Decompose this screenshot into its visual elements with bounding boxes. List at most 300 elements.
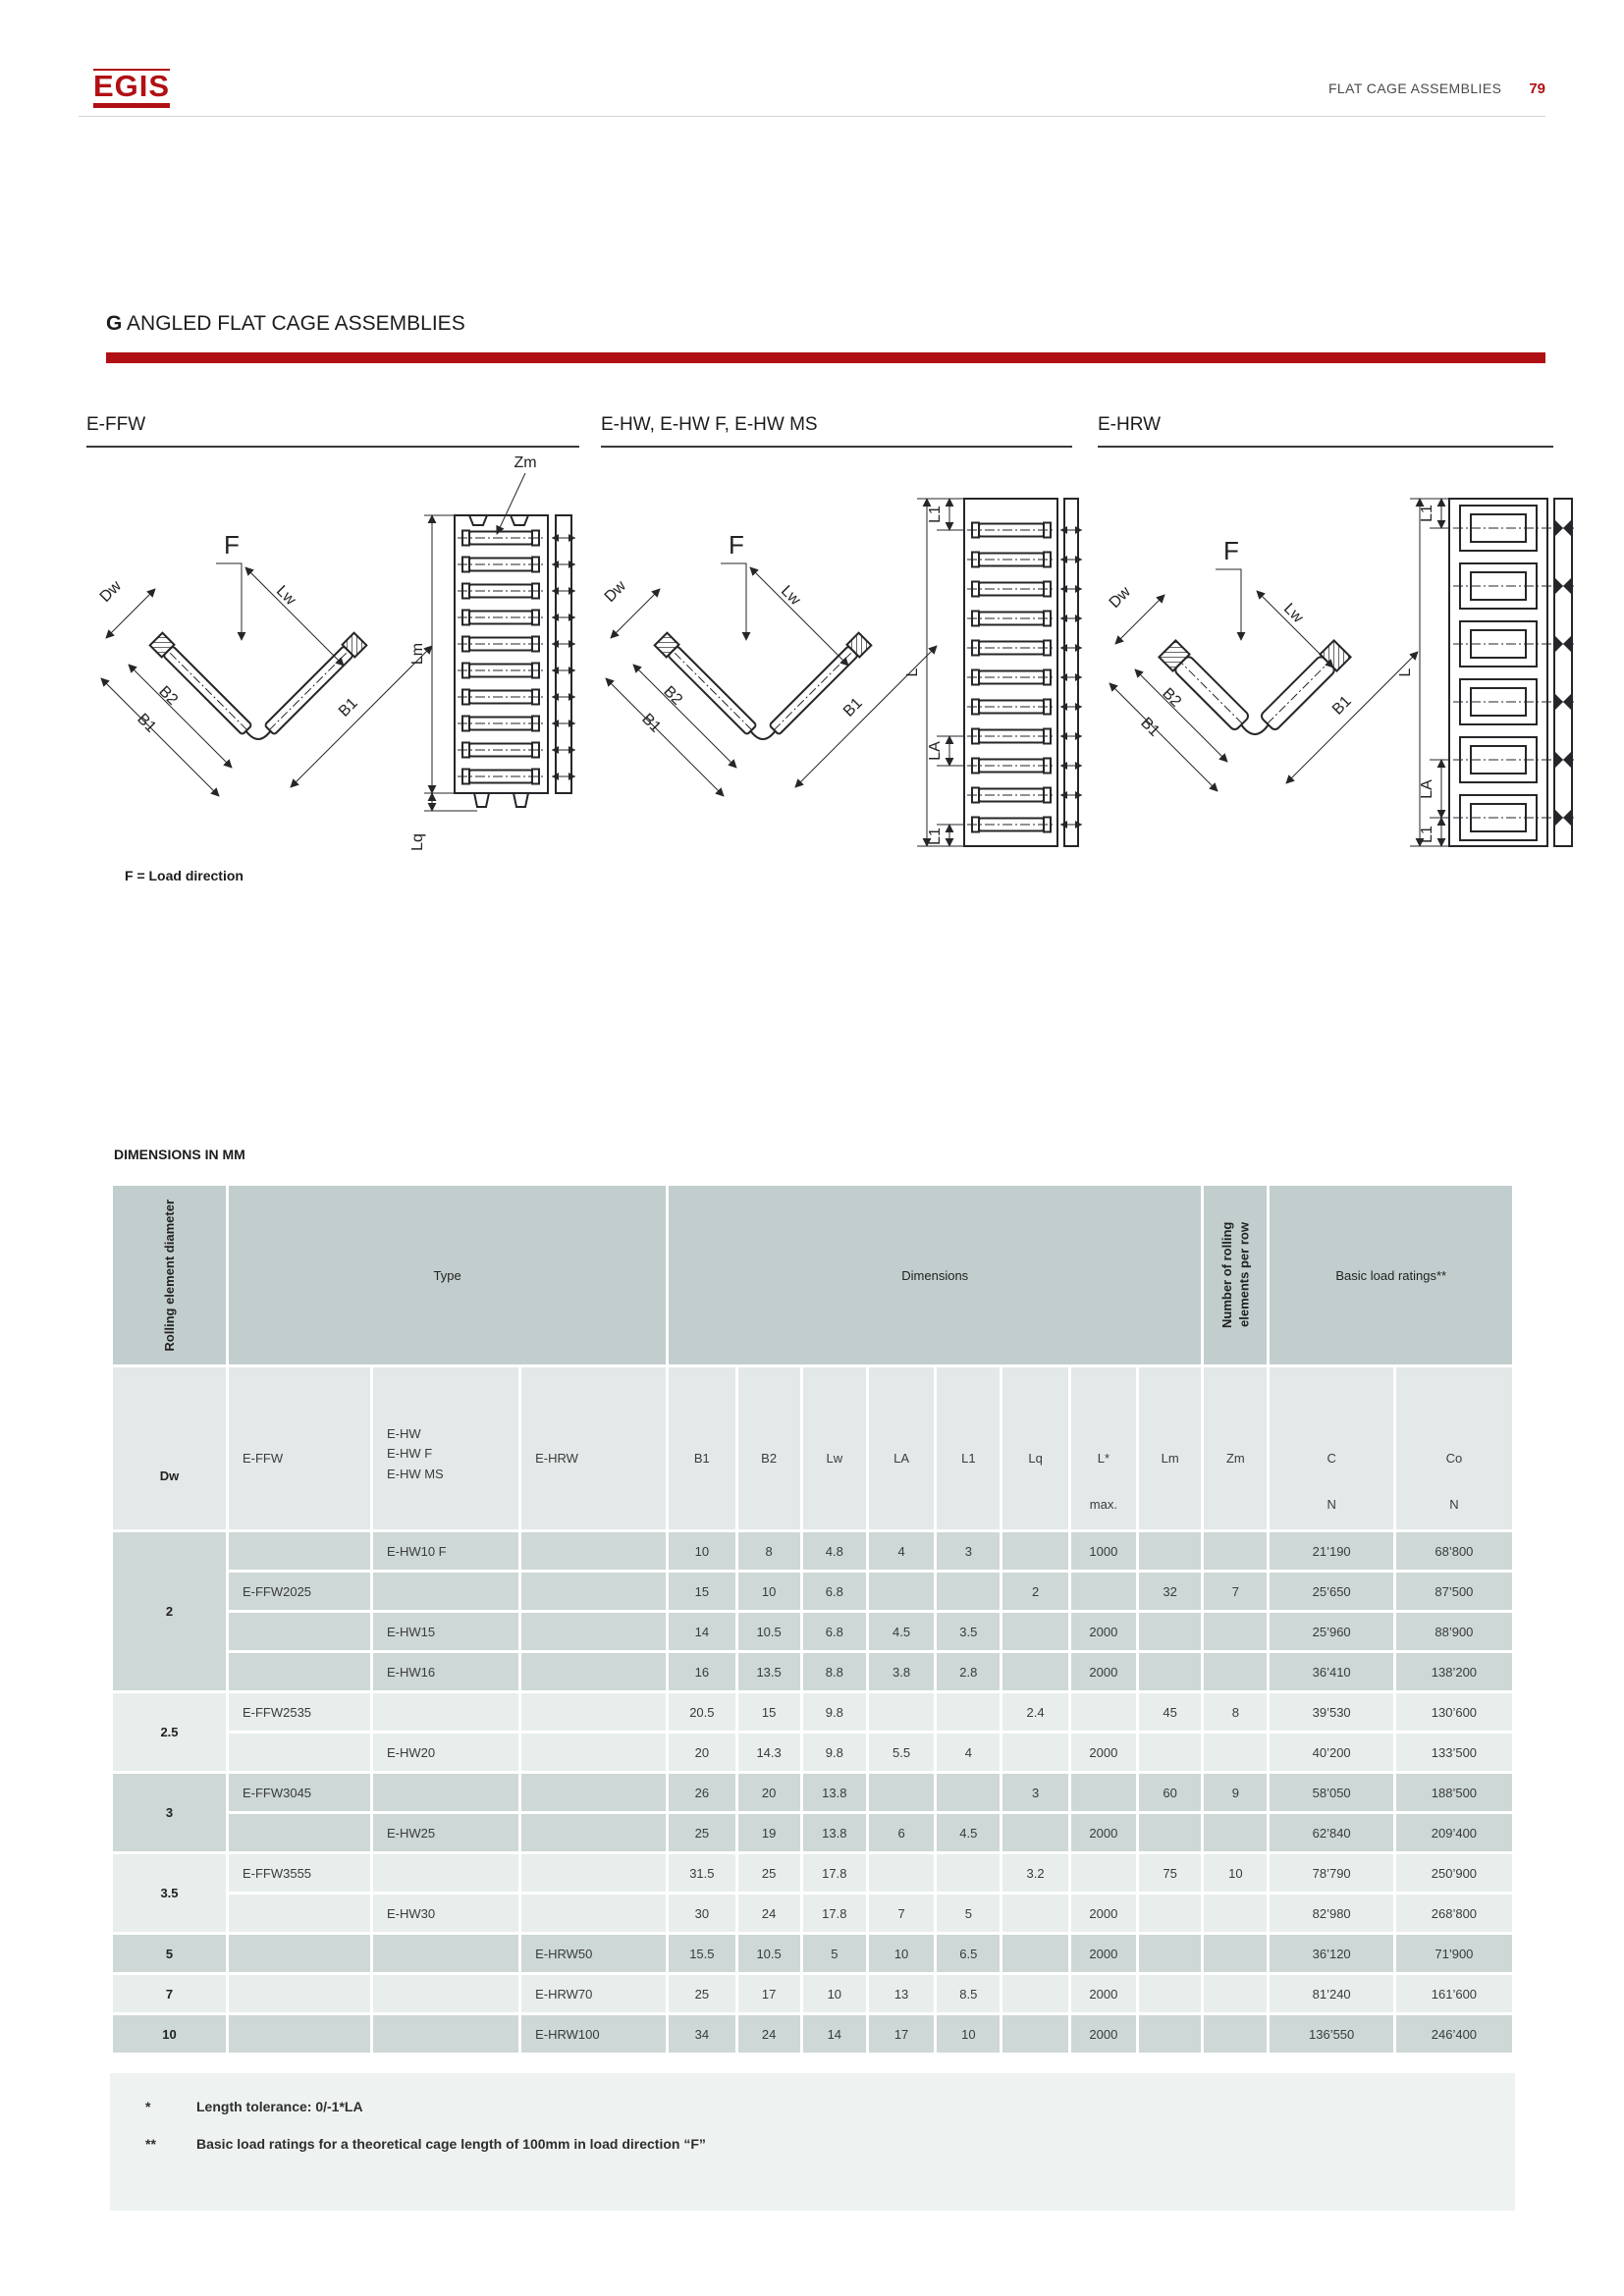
- dim-label-lm: Lm: [409, 642, 426, 666]
- cell-lm: 60: [1139, 1774, 1201, 1811]
- cell-ehw: E-HW25: [373, 1814, 518, 1851]
- cell-b2: 20: [738, 1774, 800, 1811]
- table-row: [113, 1774, 1512, 1811]
- cell-co: 161’600: [1396, 1975, 1512, 2012]
- roller: [458, 584, 544, 599]
- dim-label-dw: Dw: [601, 577, 629, 606]
- cell-co: 250’900: [1396, 1854, 1512, 1892]
- cell-l1: 8.5: [937, 1975, 1000, 2012]
- cell-c: 39’530: [1270, 1693, 1392, 1731]
- page-header: [1328, 80, 1545, 97]
- header-load-ratings: Basic load ratings**: [1270, 1186, 1512, 1364]
- dim-label-b2: B2: [155, 682, 182, 709]
- cell-b1: 31.5: [669, 1854, 734, 1892]
- cell-b1: 16: [669, 1653, 734, 1690]
- cell-ehw: [373, 1573, 518, 1610]
- table-row: [113, 1935, 1512, 1972]
- cell-ehrw: E-HRW70: [521, 1975, 666, 2012]
- dim-label-b1-left: B1: [638, 710, 665, 736]
- cell-la: [869, 1854, 934, 1892]
- cell-co: 133’500: [1396, 1734, 1512, 1771]
- cell-dw: 10: [113, 2015, 226, 2053]
- cell-b1: 25: [669, 1975, 734, 2012]
- cell-zm: 7: [1204, 1573, 1267, 1610]
- dim-label-zm: Zm: [514, 454, 537, 471]
- roller: [458, 637, 544, 652]
- cell-lm: [1139, 1814, 1201, 1851]
- cell-effw: [229, 1532, 370, 1570]
- cell-dw: 7: [113, 1975, 226, 2012]
- cell-lw: 10: [803, 1975, 866, 2012]
- cell-ehrw: [521, 1814, 666, 1851]
- cell-lw: 5: [803, 1935, 866, 1972]
- figure-title: E-HRW: [1098, 414, 1553, 448]
- cell-ehw: E-HW10 F: [373, 1532, 518, 1570]
- cell-effw: [229, 2015, 370, 2053]
- cell-c: 58’050: [1270, 1774, 1392, 1811]
- cell-l1: 4.5: [937, 1814, 1000, 1851]
- cell-lw: 8.8: [803, 1653, 866, 1690]
- cell-lq: 2.4: [1002, 1693, 1067, 1731]
- dim-label-l: L: [904, 667, 921, 677]
- cell-effw: [229, 1814, 370, 1851]
- dim-label-f: F: [224, 530, 240, 560]
- col-b2: B2: [738, 1367, 800, 1529]
- roller: [458, 770, 544, 784]
- col-l1: L1: [937, 1367, 1000, 1529]
- cell-c: 136’550: [1270, 2015, 1392, 2053]
- cell-ehw: [373, 1975, 518, 2012]
- cell-ehw: [373, 1774, 518, 1811]
- cell-lw: 4.8: [803, 1532, 866, 1570]
- cell-l1: 3: [937, 1532, 1000, 1570]
- col-lstar: L* max.: [1071, 1367, 1136, 1529]
- cell-ehw: E-HW16: [373, 1653, 518, 1690]
- col-dw: Dw: [113, 1367, 226, 1529]
- cell-lq: [1002, 1814, 1067, 1851]
- table-row: [113, 1573, 1512, 1610]
- dim-label-lq: Lq: [409, 833, 426, 851]
- figure-title: E-FFW: [86, 414, 579, 448]
- dim-label-l1-bottom: L1: [1419, 826, 1435, 843]
- table-column-header-row: [113, 1367, 1512, 1529]
- roller: [458, 611, 544, 625]
- footnote-1: [110, 2099, 1515, 2114]
- col-la: LA: [869, 1367, 934, 1529]
- cell-lw: 17.8: [803, 1895, 866, 1932]
- cell-lq: 3.2: [1002, 1854, 1067, 1892]
- cell-effw: E-FFW2025: [229, 1573, 370, 1610]
- cell-c: 81’240: [1270, 1975, 1392, 2012]
- cell-ehrw: [521, 1854, 666, 1892]
- dim-label-l1-top: L1: [1419, 505, 1435, 522]
- table-row: [113, 1854, 1512, 1892]
- cell-lstar: 2000: [1071, 1895, 1136, 1932]
- dim-label-lw: Lw: [272, 582, 299, 610]
- footnote-2: [110, 2136, 1515, 2152]
- cell-ehw: [373, 1854, 518, 1892]
- cell-c: 25’650: [1270, 1573, 1392, 1610]
- cell-zm: 10: [1204, 1854, 1267, 1892]
- cell-ehrw: [521, 1653, 666, 1690]
- cell-lq: [1002, 1613, 1067, 1650]
- cell-la: 4: [869, 1532, 934, 1570]
- cell-l1: [937, 1854, 1000, 1892]
- dim-label-l: L: [1397, 667, 1414, 677]
- cell-effw: [229, 1613, 370, 1650]
- cell-co: 87’500: [1396, 1573, 1512, 1610]
- cell-co: 71’900: [1396, 1935, 1512, 1972]
- roller: [967, 759, 1056, 774]
- cell-c: 78’790: [1270, 1854, 1392, 1892]
- cell-la: 10: [869, 1935, 934, 1972]
- cell-b1: 15.5: [669, 1935, 734, 1972]
- cell-b1: 10: [669, 1532, 734, 1570]
- cell-la: 3.8: [869, 1653, 934, 1690]
- cell-b2: 24: [738, 2015, 800, 2053]
- cell-ehrw: [521, 1693, 666, 1731]
- dim-label-b1-right: B1: [1328, 692, 1355, 719]
- cell-b2: 17: [738, 1975, 800, 2012]
- cell-effw: [229, 1975, 370, 2012]
- roller: [967, 553, 1056, 567]
- cell-co: 130’600: [1396, 1693, 1512, 1731]
- cell-c: 40’200: [1270, 1734, 1392, 1771]
- dim-label-b2: B2: [1159, 684, 1185, 711]
- figure-ehrw-drawing: [1098, 452, 1589, 864]
- cell-ehrw: E-HRW100: [521, 2015, 666, 2053]
- header-dimensions: Dimensions: [669, 1186, 1201, 1364]
- col-lw: Lw: [803, 1367, 866, 1529]
- cell-ehrw: [521, 1895, 666, 1932]
- cell-ehrw: [521, 1734, 666, 1771]
- dim-label-lw: Lw: [1279, 600, 1307, 627]
- section-title: ANGLED FLAT CAGE ASSEMBLIES: [122, 312, 465, 335]
- cell-c: 21’190: [1270, 1532, 1392, 1570]
- cell-dw: 3.5: [113, 1854, 226, 1932]
- roller: [967, 788, 1056, 803]
- cell-lm: 45: [1139, 1693, 1201, 1731]
- roller: [967, 818, 1056, 832]
- table-body: [113, 1532, 1512, 2053]
- cell-lw: 13.8: [803, 1814, 866, 1851]
- cell-lq: [1002, 2015, 1067, 2053]
- cell-l1: [937, 1774, 1000, 1811]
- cell-co: 209’400: [1396, 1814, 1512, 1851]
- cell-dw: 2: [113, 1532, 226, 1690]
- cell-ehrw: [521, 1774, 666, 1811]
- cell-ehrw: [521, 1532, 666, 1570]
- cell-b2: 13.5: [738, 1653, 800, 1690]
- cell-b2: 8: [738, 1532, 800, 1570]
- table-row: [113, 1895, 1512, 1932]
- cell-b1: 15: [669, 1573, 734, 1610]
- cell-l1: 10: [937, 2015, 1000, 2053]
- cell-l1: 5: [937, 1895, 1000, 1932]
- table-row: [113, 1814, 1512, 1851]
- header-divider: [79, 116, 1545, 117]
- cell-lw: 14: [803, 2015, 866, 2053]
- cell-co: 88’900: [1396, 1613, 1512, 1650]
- cell-l1: [937, 1693, 1000, 1731]
- table-row: [113, 1653, 1512, 1690]
- cell-lm: [1139, 1532, 1201, 1570]
- page-heading: [106, 312, 465, 336]
- cell-la: [869, 1774, 934, 1811]
- dim-label-dw: Dw: [1106, 583, 1134, 612]
- cell-zm: [1204, 1895, 1267, 1932]
- figure-title: E-HW, E-HW F, E-HW MS: [601, 414, 1072, 448]
- cell-lstar: 2000: [1071, 1653, 1136, 1690]
- header-rolling-element-diameter: Rolling element diameter: [113, 1186, 226, 1364]
- cell-l1: 2.8: [937, 1653, 1000, 1690]
- cell-c: 36’120: [1270, 1935, 1392, 1972]
- cell-b1: 30: [669, 1895, 734, 1932]
- figure-ehw: [601, 414, 1072, 864]
- cell-effw: E-FFW2535: [229, 1693, 370, 1731]
- cell-la: 5.5: [869, 1734, 934, 1771]
- roller: [458, 664, 544, 678]
- cell-lw: 13.8: [803, 1774, 866, 1811]
- cell-b2: 14.3: [738, 1734, 800, 1771]
- cell-b2: 15: [738, 1693, 800, 1731]
- cell-ehw: [373, 1693, 518, 1731]
- header-elements-per-row: Number of rolling elements per row: [1204, 1186, 1267, 1364]
- cell-l1: [937, 1573, 1000, 1610]
- footnote-text: Length tolerance: 0/-1*LA: [196, 2099, 363, 2114]
- roller: [458, 558, 544, 572]
- figure-ehrw: [1098, 414, 1553, 864]
- cell-zm: 8: [1204, 1693, 1267, 1731]
- cell-effw: [229, 1935, 370, 1972]
- cell-b2: 10.5: [738, 1935, 800, 1972]
- roller: [967, 582, 1056, 597]
- roller: [967, 700, 1056, 715]
- roller: [967, 670, 1056, 685]
- cell-ehw: [373, 1935, 518, 1972]
- cell-lstar: [1071, 1774, 1136, 1811]
- cell-b1: 20.5: [669, 1693, 734, 1731]
- cell-c: 25’960: [1270, 1613, 1392, 1650]
- cell-dw: 5: [113, 1935, 226, 1972]
- cell-la: 17: [869, 2015, 934, 2053]
- cell-lw: 6.8: [803, 1613, 866, 1650]
- cell-la: 6: [869, 1814, 934, 1851]
- cell-l1: 6.5: [937, 1935, 1000, 1972]
- cell-lm: 32: [1139, 1573, 1201, 1610]
- cell-lq: 3: [1002, 1774, 1067, 1811]
- dim-label-dw: Dw: [96, 577, 125, 606]
- figure-effw-drawing: [86, 452, 587, 864]
- cell-b2: 25: [738, 1854, 800, 1892]
- accent-bar: [106, 352, 1545, 363]
- cell-co: 246’400: [1396, 2015, 1512, 2053]
- cell-lstar: 1000: [1071, 1532, 1136, 1570]
- cell-lw: 6.8: [803, 1573, 866, 1610]
- cell-b1: 25: [669, 1814, 734, 1851]
- cell-lstar: [1071, 1693, 1136, 1731]
- cell-zm: [1204, 1814, 1267, 1851]
- cell-lm: [1139, 1935, 1201, 1972]
- cell-zm: [1204, 1975, 1267, 2012]
- cell-lm: [1139, 1895, 1201, 1932]
- cell-lstar: 2000: [1071, 1975, 1136, 2012]
- cell-zm: [1204, 2015, 1267, 2053]
- page-number: 79: [1529, 80, 1545, 97]
- dim-label-la: LA: [1419, 779, 1435, 799]
- cell-b1: 14: [669, 1613, 734, 1650]
- cell-lstar: [1071, 1573, 1136, 1610]
- dim-label-la: LA: [927, 741, 944, 761]
- cell-lm: [1139, 2015, 1201, 2053]
- dim-label-f: F: [729, 530, 744, 560]
- cell-zm: [1204, 1734, 1267, 1771]
- figure-ehw-drawing: [601, 452, 1092, 864]
- roller: [967, 612, 1056, 626]
- col-co: Co N: [1396, 1367, 1512, 1529]
- cell-lq: [1002, 1895, 1067, 1932]
- table-row: [113, 2015, 1512, 2053]
- header-type: Type: [229, 1186, 666, 1364]
- cell-c: 82’980: [1270, 1895, 1392, 1932]
- cell-lm: 75: [1139, 1854, 1201, 1892]
- cell-zm: [1204, 1653, 1267, 1690]
- load-direction-note: F = Load direction: [125, 868, 244, 883]
- cell-b2: 19: [738, 1814, 800, 1851]
- cell-b2: 10: [738, 1573, 800, 1610]
- cell-effw: [229, 1734, 370, 1771]
- cell-b2: 10.5: [738, 1613, 800, 1650]
- cell-zm: [1204, 1613, 1267, 1650]
- dim-label-l1-top: L1: [927, 506, 944, 523]
- roller: [458, 743, 544, 758]
- cell-lm: [1139, 1613, 1201, 1650]
- dim-label-lw: Lw: [777, 582, 804, 610]
- cell-lq: [1002, 1975, 1067, 2012]
- cell-la: [869, 1573, 934, 1610]
- table-row: [113, 1693, 1512, 1731]
- cell-la: 4.5: [869, 1613, 934, 1650]
- roller: [458, 717, 544, 731]
- cell-dw: 2.5: [113, 1693, 226, 1771]
- dim-label-b1-right: B1: [839, 694, 866, 721]
- cell-lm: [1139, 1734, 1201, 1771]
- footnote-marker: *: [145, 2099, 151, 2114]
- table-row: [113, 1532, 1512, 1570]
- cell-effw: E-FFW3555: [229, 1854, 370, 1892]
- cell-lstar: 2000: [1071, 1935, 1136, 1972]
- cell-zm: [1204, 1935, 1267, 1972]
- cell-b1: 20: [669, 1734, 734, 1771]
- col-lq: Lq: [1002, 1367, 1067, 1529]
- figure-effw: [86, 414, 579, 864]
- cell-co: 268’800: [1396, 1895, 1512, 1932]
- cell-ehw: E-HW15: [373, 1613, 518, 1650]
- col-b1: B1: [669, 1367, 734, 1529]
- cell-ehw: E-HW20: [373, 1734, 518, 1771]
- cell-l1: 3.5: [937, 1613, 1000, 1650]
- cell-b1: 26: [669, 1774, 734, 1811]
- roller: [967, 641, 1056, 656]
- table-row: [113, 1613, 1512, 1650]
- cell-b1: 34: [669, 2015, 734, 2053]
- cell-lq: [1002, 1653, 1067, 1690]
- cell-lq: 2: [1002, 1573, 1067, 1610]
- cell-lq: [1002, 1935, 1067, 1972]
- cell-effw: [229, 1895, 370, 1932]
- col-effw: E-FFW: [229, 1367, 370, 1529]
- roller: [458, 531, 544, 546]
- cell-lq: [1002, 1532, 1067, 1570]
- cell-co: 68’800: [1396, 1532, 1512, 1570]
- cell-b2: 24: [738, 1895, 800, 1932]
- cell-ehw: [373, 2015, 518, 2053]
- table-group-header-row: [113, 1186, 1512, 1364]
- cell-l1: 4: [937, 1734, 1000, 1771]
- col-c: C N: [1270, 1367, 1392, 1529]
- col-ehw: E-HW E-HW F E-HW MS: [373, 1367, 518, 1529]
- cell-co: 138’200: [1396, 1653, 1512, 1690]
- cell-lw: 9.8: [803, 1734, 866, 1771]
- cell-ehrw: [521, 1613, 666, 1650]
- cell-ehrw: E-HRW50: [521, 1935, 666, 1972]
- header-section-title: FLAT CAGE ASSEMBLIES: [1327, 80, 1502, 96]
- brand-logo: EGIS: [93, 69, 170, 108]
- cell-lstar: 2000: [1071, 1613, 1136, 1650]
- dim-label-b1-left: B1: [1137, 714, 1164, 740]
- cell-la: 7: [869, 1895, 934, 1932]
- dim-label-b2: B2: [660, 682, 686, 709]
- cell-c: 36’410: [1270, 1653, 1392, 1690]
- cell-lw: 9.8: [803, 1693, 866, 1731]
- cell-la: [869, 1693, 934, 1731]
- footnote-panel: [110, 2073, 1515, 2211]
- cell-zm: 9: [1204, 1774, 1267, 1811]
- cell-effw: E-FFW3045: [229, 1774, 370, 1811]
- cell-co: 188’500: [1396, 1774, 1512, 1811]
- cell-lstar: 2000: [1071, 1734, 1136, 1771]
- roller: [967, 523, 1056, 538]
- dimensions-table: [110, 1183, 1515, 2056]
- footnote-text: Basic load ratings for a theoretical cage length of 100mm in load direction “F”: [196, 2136, 706, 2152]
- col-lm: Lm: [1139, 1367, 1201, 1529]
- table-row: [113, 1975, 1512, 2012]
- col-ehrw: E-HRW: [521, 1367, 666, 1529]
- cell-lm: [1139, 1653, 1201, 1690]
- cell-ehw: E-HW30: [373, 1895, 518, 1932]
- dim-label-l1-bottom: L1: [927, 828, 944, 845]
- cell-dw: 3: [113, 1774, 226, 1851]
- dim-label-b1-left: B1: [134, 710, 160, 736]
- cell-lw: 17.8: [803, 1854, 866, 1892]
- roller: [967, 729, 1056, 744]
- cell-lm: [1139, 1975, 1201, 2012]
- section-letter: G: [106, 312, 123, 335]
- cell-la: 13: [869, 1975, 934, 2012]
- cell-c: 62’840: [1270, 1814, 1392, 1851]
- cell-ehrw: [521, 1573, 666, 1610]
- cell-lstar: [1071, 1854, 1136, 1892]
- cell-zm: [1204, 1532, 1267, 1570]
- cell-lstar: 2000: [1071, 1814, 1136, 1851]
- cell-lq: [1002, 1734, 1067, 1771]
- table-row: [113, 1734, 1512, 1771]
- table-caption: DIMENSIONS IN MM: [114, 1147, 245, 1162]
- footnote-marker: **: [145, 2136, 156, 2152]
- col-zm: Zm: [1204, 1367, 1267, 1529]
- cell-effw: [229, 1653, 370, 1690]
- cell-lstar: 2000: [1071, 2015, 1136, 2053]
